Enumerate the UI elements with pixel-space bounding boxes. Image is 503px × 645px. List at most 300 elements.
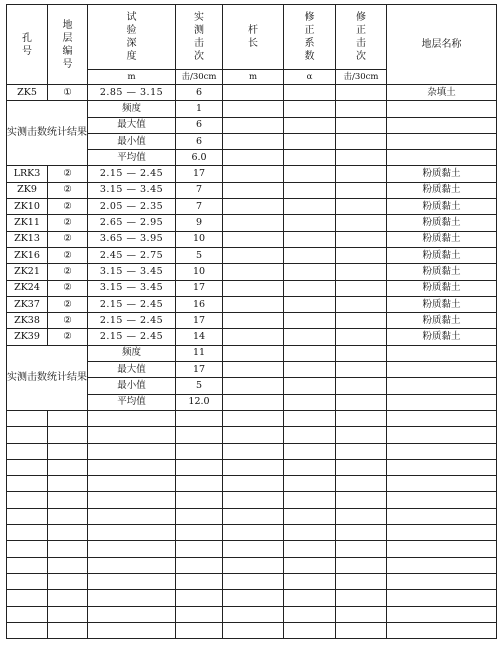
empty-cell [88, 622, 176, 638]
hole-no-cell: LRK3 [7, 166, 48, 182]
corrected-blows-cell [336, 280, 387, 296]
empty-cell [336, 476, 387, 492]
empty-cell [176, 476, 223, 492]
table-row [7, 296, 497, 312]
correction-coef-cell [284, 231, 336, 247]
table-row [7, 182, 497, 198]
empty-cell [176, 492, 223, 508]
empty-cell [336, 362, 387, 378]
empty-cell [48, 492, 88, 508]
empty-cell [48, 606, 88, 622]
stats-row [7, 101, 497, 117]
empty-cell [7, 410, 48, 426]
spt-results-table [6, 4, 497, 639]
rod-length-cell [223, 296, 284, 312]
empty-cell [88, 541, 176, 557]
empty-cell [284, 150, 336, 166]
empty-cell [284, 443, 336, 459]
empty-row [7, 459, 497, 475]
test-depth-cell: 2.45 — 2.75 [88, 247, 176, 263]
rod-length-cell [223, 329, 284, 345]
empty-cell [336, 410, 387, 426]
empty-cell [223, 492, 284, 508]
corrected-blows-cell [336, 313, 387, 329]
empty-cell [176, 590, 223, 606]
empty-cell [284, 101, 336, 117]
empty-cell [7, 541, 48, 557]
empty-cell [223, 622, 284, 638]
unit-measured-blows: 击/30cm [176, 70, 223, 85]
rod-length-cell [223, 166, 284, 182]
measured-blows-cell: 6 [176, 85, 223, 101]
empty-cell [7, 573, 48, 589]
corrected-blows-cell [336, 182, 387, 198]
stat-value-cell: 11 [176, 345, 223, 361]
stat-value-cell: 1 [176, 101, 223, 117]
table-row [7, 215, 497, 231]
stat-value-cell: 6 [176, 133, 223, 149]
empty-cell [176, 459, 223, 475]
empty-cell [336, 150, 387, 166]
empty-cell [387, 508, 497, 524]
empty-cell [336, 427, 387, 443]
correction-coef-cell [284, 166, 336, 182]
hole-no-cell: ZK21 [7, 264, 48, 280]
measured-blows-cell: 17 [176, 166, 223, 182]
empty-cell [387, 378, 497, 394]
rod-length-cell [223, 280, 284, 296]
unit-corrected-blows: 击/30cm [336, 70, 387, 85]
empty-cell [223, 606, 284, 622]
corrected-blows-cell [336, 215, 387, 231]
measured-blows-cell: 9 [176, 215, 223, 231]
empty-cell [48, 525, 88, 541]
empty-cell [7, 443, 48, 459]
table-row [7, 85, 497, 101]
empty-cell [387, 590, 497, 606]
hole-no-cell: ZK38 [7, 313, 48, 329]
layer-no-cell: ② [48, 182, 88, 198]
empty-cell [223, 573, 284, 589]
rod-length-cell [223, 264, 284, 280]
corrected-blows-cell [336, 85, 387, 101]
layer-name-cell: 粉质黏土 [387, 166, 497, 182]
empty-cell [223, 133, 284, 149]
empty-cell [284, 541, 336, 557]
empty-cell [7, 590, 48, 606]
empty-cell [88, 459, 176, 475]
rod-length-cell [223, 199, 284, 215]
empty-cell [284, 606, 336, 622]
empty-row [7, 606, 497, 622]
rod-length-cell [223, 85, 284, 101]
spt-results-sheet [6, 4, 496, 639]
empty-row [7, 410, 497, 426]
layer-name-cell: 粉质黏土 [387, 280, 497, 296]
corrected-blows-cell [336, 166, 387, 182]
empty-cell [88, 410, 176, 426]
measured-blows-cell: 17 [176, 280, 223, 296]
empty-cell [336, 541, 387, 557]
table-row [7, 313, 497, 329]
test-depth-cell: 2.05 — 2.35 [88, 199, 176, 215]
header-corrected-blows: 修 正 击 次 [336, 5, 387, 70]
empty-cell [387, 443, 497, 459]
correction-coef-cell [284, 215, 336, 231]
correction-coef-cell [284, 296, 336, 312]
empty-cell [336, 573, 387, 589]
empty-cell [223, 394, 284, 410]
empty-cell [284, 394, 336, 410]
empty-cell [223, 443, 284, 459]
empty-cell [223, 378, 284, 394]
layer-no-cell: ② [48, 280, 88, 296]
empty-cell [48, 427, 88, 443]
unit-correction-coef: α [284, 70, 336, 85]
empty-cell [88, 573, 176, 589]
empty-cell [336, 378, 387, 394]
empty-cell [284, 378, 336, 394]
header-layer-no: 地 层 编 号 [48, 5, 88, 85]
unit-test-depth: m [88, 70, 176, 85]
empty-cell [88, 508, 176, 524]
stat-name-cell: 最大值 [88, 362, 176, 378]
empty-cell [223, 345, 284, 361]
empty-cell [48, 476, 88, 492]
empty-cell [336, 525, 387, 541]
test-depth-cell: 2.65 — 2.95 [88, 215, 176, 231]
empty-cell [176, 557, 223, 573]
hole-no-cell: ZK39 [7, 329, 48, 345]
empty-cell [387, 573, 497, 589]
test-depth-cell: 3.65 — 3.95 [88, 231, 176, 247]
corrected-blows-cell [336, 296, 387, 312]
empty-cell [336, 508, 387, 524]
layer-name-cell: 粉质黏土 [387, 215, 497, 231]
empty-cell [387, 345, 497, 361]
empty-cell [7, 459, 48, 475]
empty-cell [284, 508, 336, 524]
layer-no-cell: ② [48, 215, 88, 231]
empty-cell [284, 557, 336, 573]
empty-row [7, 557, 497, 573]
empty-cell [387, 362, 497, 378]
layer-no-cell: ② [48, 166, 88, 182]
hole-no-cell: ZK10 [7, 199, 48, 215]
rod-length-cell [223, 247, 284, 263]
measured-blows-cell: 10 [176, 264, 223, 280]
stat-value-cell: 6 [176, 117, 223, 133]
layer-name-cell: 粉质黏土 [387, 199, 497, 215]
table-row [7, 231, 497, 247]
empty-cell [7, 557, 48, 573]
empty-cell [88, 590, 176, 606]
empty-cell [7, 622, 48, 638]
test-depth-cell: 3.15 — 3.45 [88, 264, 176, 280]
test-depth-cell: 2.15 — 2.45 [88, 166, 176, 182]
empty-cell [48, 508, 88, 524]
empty-cell [336, 590, 387, 606]
empty-cell [223, 362, 284, 378]
header-test-depth: 试 验 深 度 [88, 5, 176, 70]
empty-cell [387, 622, 497, 638]
hole-no-cell: ZK16 [7, 247, 48, 263]
header-layer-name: 地层名称 [387, 5, 497, 85]
measured-blows-cell: 14 [176, 329, 223, 345]
empty-cell [336, 492, 387, 508]
layer-name-cell: 粉质黏土 [387, 329, 497, 345]
layer-no-cell: ② [48, 264, 88, 280]
empty-cell [387, 133, 497, 149]
stat-name-cell: 平均值 [88, 150, 176, 166]
empty-cell [223, 410, 284, 426]
empty-cell [336, 557, 387, 573]
empty-cell [387, 492, 497, 508]
correction-coef-cell [284, 264, 336, 280]
empty-cell [223, 525, 284, 541]
empty-cell [284, 590, 336, 606]
empty-cell [284, 573, 336, 589]
empty-row [7, 541, 497, 557]
empty-row [7, 525, 497, 541]
empty-cell [176, 541, 223, 557]
header-correction-coef: 修 正 系 数 [284, 5, 336, 70]
empty-cell [336, 394, 387, 410]
test-depth-cell: 3.15 — 3.45 [88, 182, 176, 198]
empty-cell [336, 117, 387, 133]
layer-no-cell: ② [48, 296, 88, 312]
stat-value-cell: 5 [176, 378, 223, 394]
empty-cell [284, 117, 336, 133]
empty-cell [284, 459, 336, 475]
empty-cell [387, 101, 497, 117]
empty-cell [176, 525, 223, 541]
rod-length-cell [223, 215, 284, 231]
empty-cell [284, 345, 336, 361]
empty-cell [176, 622, 223, 638]
empty-cell [284, 525, 336, 541]
empty-cell [223, 459, 284, 475]
empty-cell [7, 606, 48, 622]
rod-length-cell [223, 182, 284, 198]
empty-cell [387, 427, 497, 443]
empty-cell [336, 101, 387, 117]
stat-name-cell: 频度 [88, 101, 176, 117]
hole-no-cell: ZK37 [7, 296, 48, 312]
empty-cell [48, 590, 88, 606]
empty-cell [387, 557, 497, 573]
empty-cell [48, 573, 88, 589]
empty-cell [223, 541, 284, 557]
empty-cell [7, 492, 48, 508]
stat-value-cell: 12.0 [176, 394, 223, 410]
stat-name-cell: 平均值 [88, 394, 176, 410]
empty-row [7, 573, 497, 589]
layer-no-cell: ② [48, 247, 88, 263]
correction-coef-cell [284, 247, 336, 263]
empty-cell [223, 590, 284, 606]
hole-no-cell: ZK13 [7, 231, 48, 247]
empty-cell [387, 410, 497, 426]
layer-name-cell: 粉质黏土 [387, 231, 497, 247]
empty-row [7, 492, 497, 508]
empty-cell [88, 606, 176, 622]
measured-blows-cell: 10 [176, 231, 223, 247]
empty-cell [336, 606, 387, 622]
stats-label-cell: 实测击数统计结果 [7, 101, 88, 166]
test-depth-cell: 3.15 — 3.45 [88, 280, 176, 296]
correction-coef-cell [284, 313, 336, 329]
corrected-blows-cell [336, 264, 387, 280]
stat-value-cell: 17 [176, 362, 223, 378]
corrected-blows-cell [336, 199, 387, 215]
test-depth-cell: 2.85 — 3.15 [88, 85, 176, 101]
table-row [7, 247, 497, 263]
stats-label-cell: 实测击数统计结果 [7, 345, 88, 410]
empty-cell [88, 557, 176, 573]
layer-no-cell: ② [48, 329, 88, 345]
empty-cell [336, 443, 387, 459]
unit-rod-length: m [223, 70, 284, 85]
empty-cell [88, 525, 176, 541]
empty-cell [284, 492, 336, 508]
empty-cell [223, 427, 284, 443]
corrected-blows-cell [336, 231, 387, 247]
empty-cell [176, 573, 223, 589]
measured-blows-cell: 7 [176, 182, 223, 198]
stat-value-cell: 6.0 [176, 150, 223, 166]
correction-coef-cell [284, 280, 336, 296]
test-depth-cell: 2.15 — 2.45 [88, 296, 176, 312]
empty-cell [223, 150, 284, 166]
layer-no-cell: ② [48, 313, 88, 329]
layer-name-cell: 粉质黏土 [387, 313, 497, 329]
empty-cell [336, 133, 387, 149]
measured-blows-cell: 16 [176, 296, 223, 312]
empty-cell [48, 622, 88, 638]
empty-cell [387, 541, 497, 557]
table-row [7, 329, 497, 345]
rod-length-cell [223, 231, 284, 247]
layer-no-cell: ② [48, 231, 88, 247]
empty-cell [7, 508, 48, 524]
test-depth-cell: 2.15 — 2.45 [88, 329, 176, 345]
correction-coef-cell [284, 85, 336, 101]
empty-cell [284, 362, 336, 378]
measured-blows-cell: 5 [176, 247, 223, 263]
layer-no-cell: ② [48, 199, 88, 215]
empty-cell [88, 443, 176, 459]
table-row [7, 199, 497, 215]
empty-cell [223, 117, 284, 133]
empty-cell [7, 476, 48, 492]
empty-cell [223, 476, 284, 492]
header-rod-length: 杆 长 [223, 5, 284, 70]
rod-length-cell [223, 313, 284, 329]
empty-cell [7, 525, 48, 541]
layer-name-cell: 粉质黏土 [387, 182, 497, 198]
empty-cell [88, 476, 176, 492]
empty-cell [176, 410, 223, 426]
hole-no-cell: ZK24 [7, 280, 48, 296]
empty-cell [48, 459, 88, 475]
layer-name-cell: 粉质黏土 [387, 264, 497, 280]
measured-blows-cell: 17 [176, 313, 223, 329]
correction-coef-cell [284, 182, 336, 198]
empty-row [7, 443, 497, 459]
empty-cell [284, 427, 336, 443]
corrected-blows-cell [336, 329, 387, 345]
empty-cell [387, 117, 497, 133]
empty-cell [336, 459, 387, 475]
empty-cell [284, 476, 336, 492]
empty-cell [387, 606, 497, 622]
stats-row [7, 345, 497, 361]
empty-cell [176, 508, 223, 524]
empty-cell [223, 557, 284, 573]
empty-cell [336, 345, 387, 361]
empty-cell [336, 622, 387, 638]
empty-row [7, 590, 497, 606]
corrected-blows-cell [336, 247, 387, 263]
empty-cell [7, 427, 48, 443]
empty-row [7, 427, 497, 443]
empty-cell [284, 133, 336, 149]
stat-name-cell: 最大值 [88, 117, 176, 133]
empty-cell [284, 622, 336, 638]
table-row [7, 264, 497, 280]
empty-cell [223, 508, 284, 524]
layer-name-cell: 粉质黏土 [387, 296, 497, 312]
empty-cell [387, 394, 497, 410]
hole-no-cell: ZK9 [7, 182, 48, 198]
hole-no-cell: ZK11 [7, 215, 48, 231]
hole-no-cell: ZK5 [7, 85, 48, 101]
correction-coef-cell [284, 329, 336, 345]
empty-row [7, 476, 497, 492]
empty-cell [48, 443, 88, 459]
empty-cell [48, 541, 88, 557]
empty-cell [176, 427, 223, 443]
empty-cell [88, 492, 176, 508]
header-measured-blows: 实 测 击 次 [176, 5, 223, 70]
empty-cell [48, 557, 88, 573]
table-row [7, 166, 497, 182]
stat-name-cell: 最小值 [88, 133, 176, 149]
empty-cell [176, 606, 223, 622]
test-depth-cell: 2.15 — 2.45 [88, 313, 176, 329]
empty-cell [176, 443, 223, 459]
correction-coef-cell [284, 199, 336, 215]
empty-cell [387, 150, 497, 166]
stat-name-cell: 频度 [88, 345, 176, 361]
header-row [7, 5, 497, 70]
empty-cell [387, 525, 497, 541]
stat-name-cell: 最小值 [88, 378, 176, 394]
empty-cell [387, 459, 497, 475]
empty-cell [48, 410, 88, 426]
table-row [7, 280, 497, 296]
empty-cell [387, 476, 497, 492]
layer-name-cell: 粉质黏土 [387, 247, 497, 263]
empty-row [7, 508, 497, 524]
header-hole-no: 孔 号 [7, 5, 48, 85]
empty-cell [223, 101, 284, 117]
empty-row [7, 622, 497, 638]
empty-cell [284, 410, 336, 426]
layer-name-cell: 杂填土 [387, 85, 497, 101]
layer-no-cell: ① [48, 85, 88, 101]
